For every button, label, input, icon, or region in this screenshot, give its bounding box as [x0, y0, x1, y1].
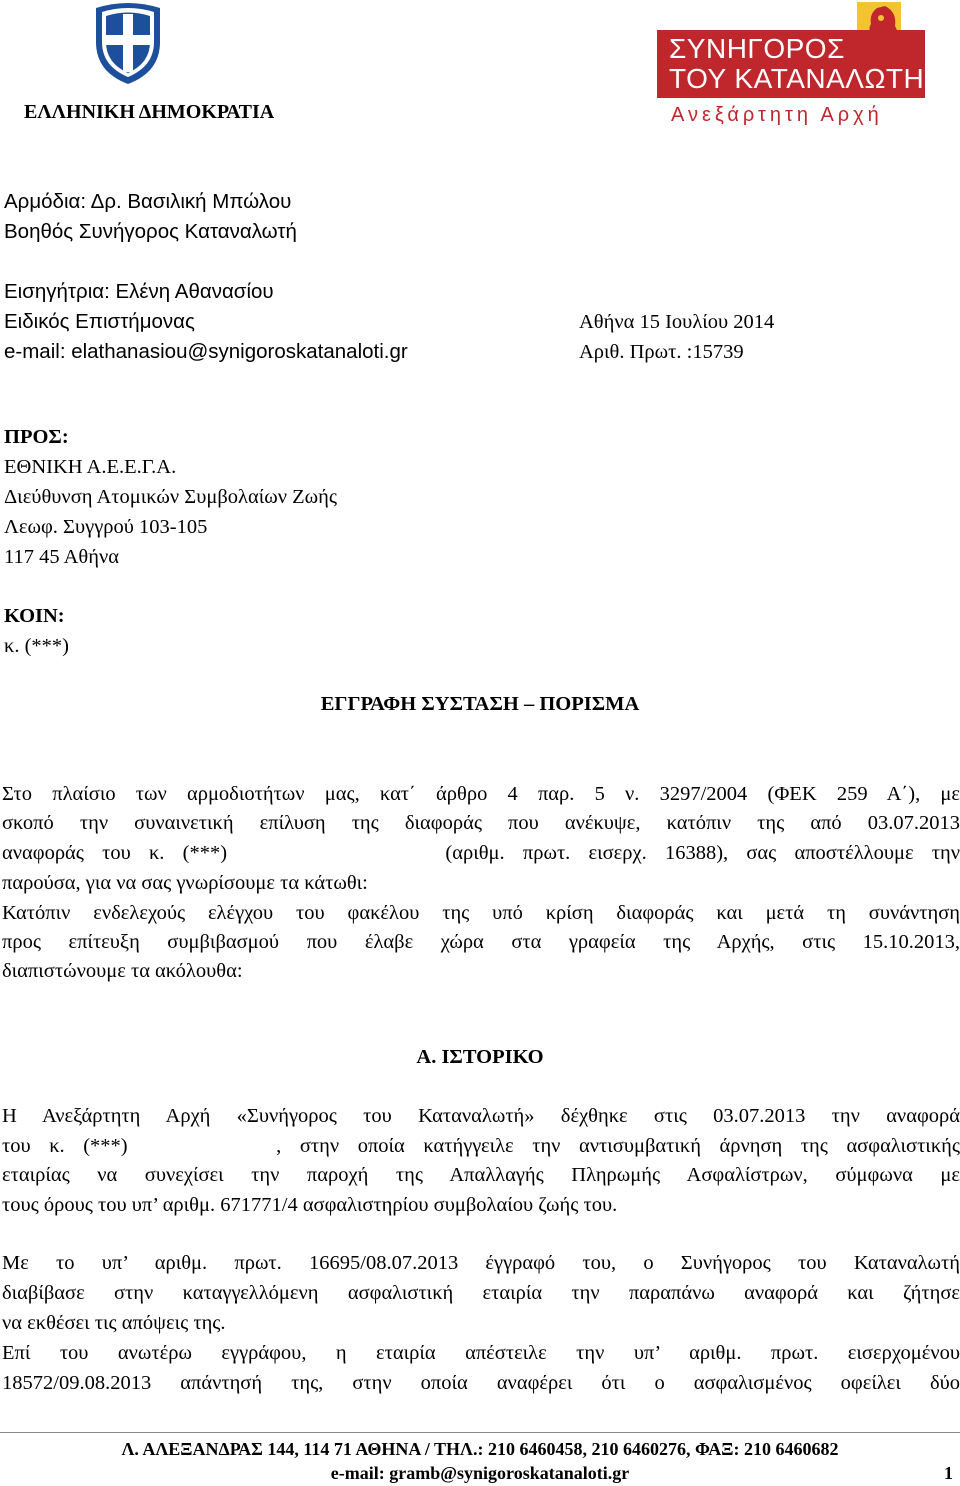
recipient-org: ΕΘΝΙΚΗ Α.Ε.Ε.Γ.Α.	[4, 456, 177, 478]
responsible-line: Αρμόδια: Δρ. Βασιλική Μπώλου	[4, 190, 292, 213]
section-a-line: εταιρίας να συνεχίσει την παροχή της Απαλλαγής Πληρωμής Ασφαλίστρων, σύμφωνα με	[2, 1164, 960, 1186]
rapporteur-line: Εισηγήτρια: Ελένη Αθανασίου	[4, 280, 274, 303]
section-a-line: του κ. (***) , στην οποία κατήγγειλε την αντισυμβατική άρνηση της ασφαλιστικής	[2, 1135, 960, 1157]
recipient-street: Λεωφ. Συγγρού 103-105	[4, 516, 208, 538]
section-a-line: διαβίβασε στην καταγγελλόμενη ασφαλιστική εταιρία την παραπάνω αναφορά και ζήτησε	[2, 1282, 960, 1304]
document-title: ΕΓΓΡΑΦΗ ΣΥΣΤΑΣΗ – ΠΟΡΙΣΜΑ	[320, 693, 640, 715]
recipient-label: ΠΡΟΣ:	[4, 426, 69, 448]
page-number: 1	[944, 1463, 953, 1483]
intro-line: παρούσα, για να σας γνωρίσουμε τα κάτωθι:	[2, 872, 368, 894]
recipient-city: 117 45 Αθήνα	[4, 546, 119, 568]
intro-line: σκοπό την συναινετική επίλυση της διαφοράς που ανέκυψε, κατόπιν της από 03.07.2013	[2, 812, 960, 834]
logo-line3: Ανεξάρτητη Αρχή	[671, 104, 883, 126]
footer-address: Λ. ΑΛΕΞΑΝΔΡΑΣ 144, 114 71 ΑΘΗΝΑ / ΤΗΛ.: 210 6460458, 210 6460276, ΦΑΞ: 210 6460682	[121, 1439, 839, 1459]
recipient-department: Διεύθυνση Ατομικών Συμβολαίων Ζωής	[4, 486, 337, 508]
intro-line: Κατόπιν ενδελεχούς ελέγχου του φακέλου της υπό κρίση διαφοράς και μετά τη συνάντηση	[2, 902, 960, 924]
rapporteur-role-line: Ειδικός Επιστήμονας	[4, 310, 195, 333]
section-a-line: τους όρους του υπ’ αριθμ. 671771/4 ασφαλιστηρίου συμβολαίου ζωής του.	[2, 1194, 618, 1216]
section-a-line: να εκθέσει τις απόψεις της.	[2, 1312, 226, 1334]
logo-line1: ΣΥΝΗΓΟΡΟΣ	[669, 33, 845, 64]
intro-line: αναφοράς του κ. (***) (αριθμ. πρωτ. εισερχ. 16388), σας αποστέλλουμε την	[2, 842, 960, 864]
logo-line2: ΤΟΥ ΚΑΤΑΝΑΛΩΤΗ	[669, 63, 925, 94]
section-a-line: Επί του ανωτέρω εγγράφου, η εταιρία απέστειλε την υπ’ αριθμ. πρωτ. εισερχομένου	[2, 1342, 960, 1364]
section-a-line: Η Ανεξάρτητη Αρχή «Συνήγορος του Καταναλωτή» δέχθηκε στις 03.07.2013 την αναφορά	[2, 1105, 960, 1127]
footer-divider	[0, 1432, 960, 1433]
footer-email[interactable]: e-mail: gramb@synigoroskatanaloti.gr	[330, 1463, 630, 1483]
intro-line: προς επίτευξη συμβιβασμού που έλαβε χώρα στα γραφεία της Αρχής, στις 15.10.2013,	[2, 931, 960, 953]
role-line: Βοηθός Συνήγορος Καταναλωτή	[4, 220, 297, 243]
section-a-heading: Α. ΙΣΤΟΡΙΚΟ	[416, 1046, 544, 1068]
section-a-line: Με το υπ’ αριθμ. πρωτ. 16695/08.07.2013 έγγραφό του, ο Συνήγορος του Καταναλωτή	[2, 1252, 960, 1274]
date-line: Αθήνα 15 Ιουλίου 2014	[579, 311, 775, 333]
greek-emblem	[86, 2, 170, 86]
cc-name: κ. (***)	[4, 635, 69, 657]
coat-of-arms-icon	[86, 2, 170, 86]
protocol-line: Αριθ. Πρωτ. :15739	[579, 341, 744, 363]
sender-email[interactable]: e-mail: elathanasiou@synigoroskatanaloti.gr	[4, 340, 408, 363]
intro-line: Στο πλαίσιο των αρμοδιοτήτων μας, κατ΄ άρθρο 4 παρ. 5 ν. 3297/2004 (ΦΕΚ 259 Α΄), με	[2, 783, 960, 805]
ombudsman-logo	[655, 0, 955, 130]
cc-label: ΚΟΙΝ:	[4, 605, 65, 627]
section-a-line: 18572/09.08.2013 απάντησή της, στην οποία αναφέρει ότι ο ασφαλισμένος οφείλει δύο	[2, 1372, 960, 1394]
republic-label: ΕΛΛΗΝΙΚΗ ΔΗΜΟΚΡΑΤΙΑ	[24, 101, 275, 123]
intro-line: διαπιστώνουμε τα ακόλουθα:	[2, 960, 243, 982]
